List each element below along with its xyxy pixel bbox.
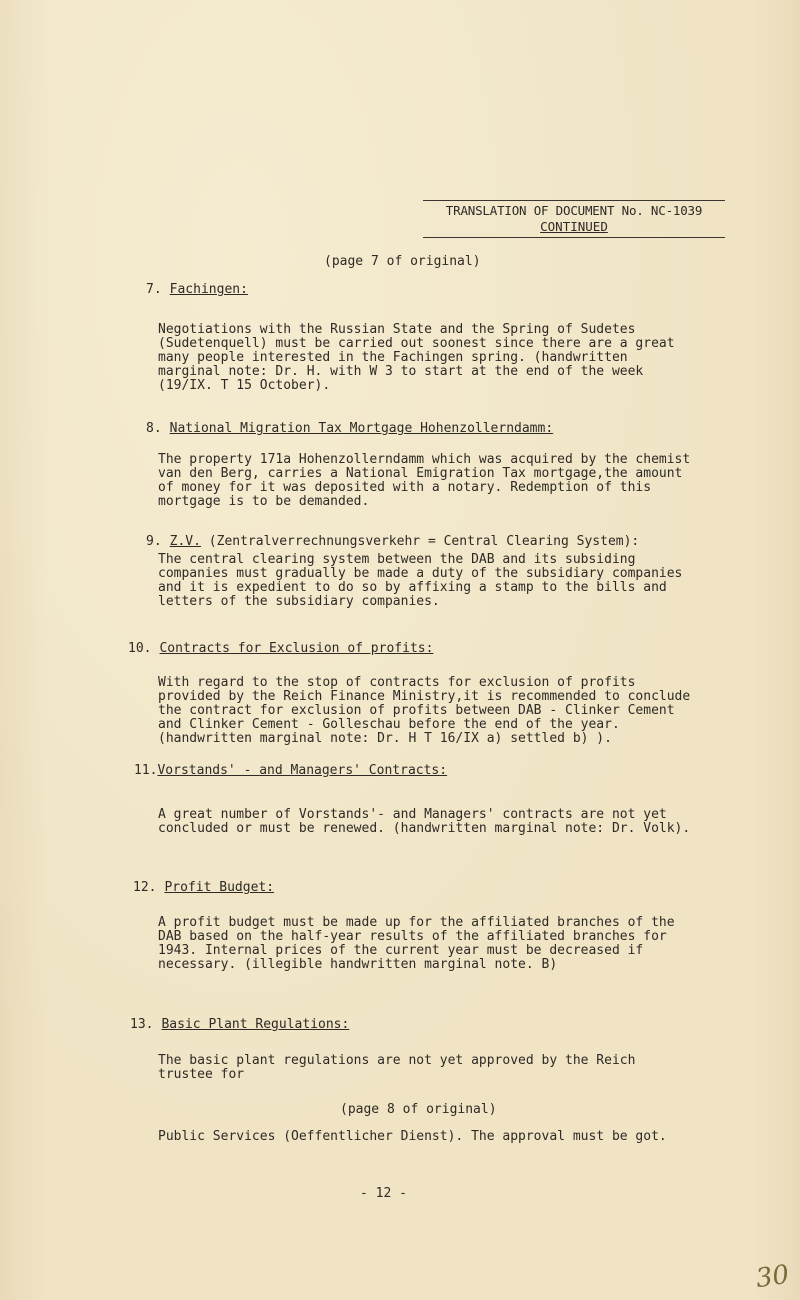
section-heading-9	[146, 534, 639, 549]
section-number: 8.	[146, 421, 162, 436]
section-body-10: With regard to the stop of contracts for exclusion of profits provided by the Reich Finance Ministry,it is recommended to conclude the contract for exclusion of profits between DAB - Clinker Cement and Clinker Cement - Golleschau before the end of the year. (handwritten marginal note: Dr. H T 16/IX a) settled b) ).	[158, 675, 691, 746]
section-title: Vorstands' - and Managers' Contracts:	[157, 763, 448, 778]
section-number: 10.	[128, 641, 152, 656]
section-heading-7	[146, 282, 248, 297]
section-body-13: The basic plant regulations are not yet approved by the Reich trustee for	[158, 1053, 636, 1082]
handwritten-page-mark: 30	[754, 1259, 792, 1295]
section-heading-13	[130, 1017, 349, 1032]
page-number: - 12 -	[360, 1186, 407, 1201]
section-number: 7.	[146, 282, 162, 297]
section-title: Contracts for Exclusion of profits:	[159, 641, 434, 656]
page-ref-middle: (page 8 of original)	[340, 1102, 497, 1117]
header-rule	[423, 237, 725, 238]
section-heading-12	[133, 880, 274, 895]
section-title-suffix: (Zentralverrechnungsverkehr = Central Clearing System):	[200, 534, 640, 549]
section-title: National Migration Tax Mortgage Hohenzollerndamm:	[169, 421, 554, 436]
section-body-12: A profit budget must be made up for the affiliated branches of the DAB based on the half-year results of the affiliated branches for 1943. Internal prices of the current year must be decreased if necessary. (illegible handwritten marginal note. B)	[158, 915, 675, 972]
section-heading-8	[146, 421, 553, 436]
section-heading-11	[134, 763, 447, 778]
section-body-11: A great number of Vorstands'- and Managers' contracts are not yet concluded or must be renewed. (handwritten marginal note: Dr. Volk).	[158, 807, 691, 836]
translation-header	[423, 200, 725, 235]
section-title: Fachingen:	[169, 282, 248, 297]
section-title: Profit Budget:	[164, 880, 275, 895]
section-title: Z.V.	[169, 534, 201, 549]
section-number: 9.	[146, 534, 162, 549]
continuation-text: Public Services (Oeffentlicher Dienst). The approval must be got.	[158, 1129, 667, 1144]
section-body-7: Negotiations with the Russian State and the Spring of Sudetes (Sudetenquell) must be carried out soonest since there are a great many people interested in the Fachingen spring. (handwritten marginal note: Dr. H. with W 3 to start at the end of the week (19/IX. T 15 October).	[158, 322, 675, 393]
header-title: TRANSLATION OF DOCUMENT No. NC-1039	[445, 203, 703, 218]
page-ref-top: (page 7 of original)	[324, 254, 481, 269]
section-number: 12.	[133, 880, 157, 895]
section-body-8: The property 171a Hohenzollerndamm which was acquired by the chemist van den Berg, carries a National Emigration Tax mortgage,the amount of money for it was deposited with a notary. Redemption of this mortgage is to be demanded.	[158, 452, 691, 509]
section-heading-10	[128, 641, 433, 656]
section-title: Basic Plant Regulations:	[161, 1017, 350, 1032]
header-continued: CONTINUED	[540, 219, 608, 234]
section-number: 11.	[134, 763, 158, 778]
section-number: 13.	[130, 1017, 154, 1032]
section-body-9: The central clearing system between the DAB and its subsiding companies must gradually be made a duty of the subsidiary companies and it is expedient to do so by affixing a stamp to the bills and letters of the subsidiary companies.	[158, 552, 683, 609]
